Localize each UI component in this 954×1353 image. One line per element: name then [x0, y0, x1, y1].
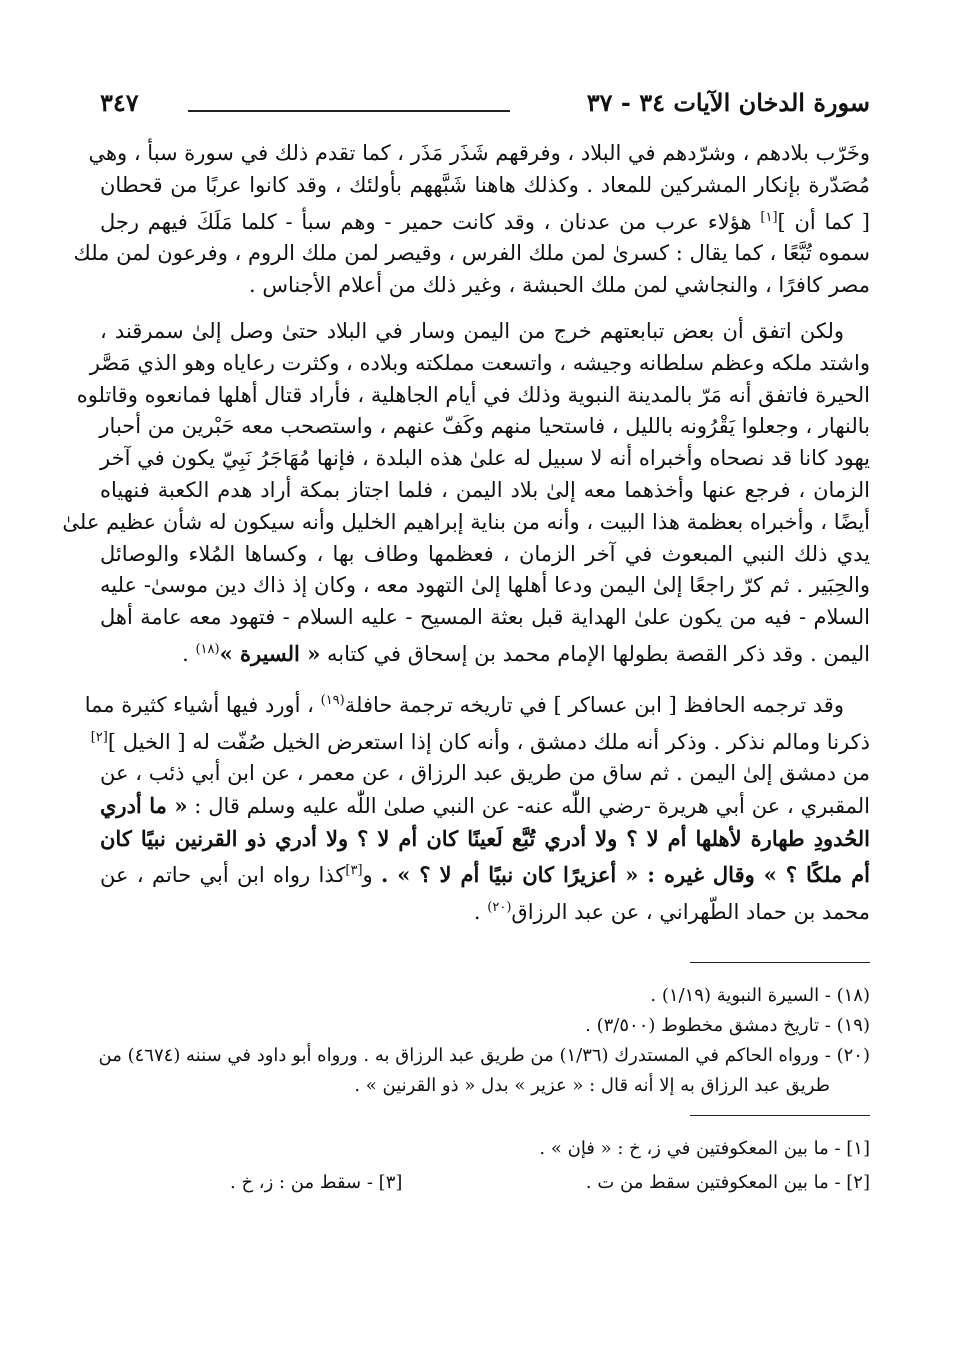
editor-note-ref: [٢] [90, 729, 108, 745]
footnote: طريق عبد الرزاق به إلا أنه قال : « عزير » بدل « ذو القرنين » . [354, 1075, 830, 1097]
editor-notes-separator [690, 1115, 870, 1116]
text-line: ذكرنا ومالم نذكر . وذكر أنه ملك دمشق ، وأنه كان إذا استعرض الخيل صُفّت له [ الخيل ][٢] [90, 729, 870, 754]
running-title: سورة الدخان الآيات ٣٤ - ٣٧ [586, 88, 870, 117]
footnote: (٢٠) - ورواه الحاكم في المستدرك (١/٣٦) من طريق عبد الرزاق به . ورواه أبو داود في سننه (٤٦٧٤) من [98, 1045, 870, 1067]
editor-note-row [100, 1166, 870, 1200]
text-line: من دمشق إلىٰ اليمن . ثم ساق من طريق عبد الرزاق ، عن معمر ، عن ابن أبي ذئب ، عن [100, 761, 870, 786]
page-header [100, 88, 870, 128]
text-line: أم ملكًا ؟ » وقال غيره : « أعزيرًا كان نبيًا أم لا ؟ » . و[٣]كذا رواه ابن أبي حاتم ، عن [100, 861, 870, 887]
text-line: واشتد ملكه وعظم سلطانه وجيشه ، واتسعت مملكته وبلاده ، وكثرت رعاياه وهو الذي مَصَّر [89, 350, 870, 375]
editor-note: [٢] - ما بين المعكوفتين سقط من ت . [585, 1172, 870, 1194]
footnotes [100, 981, 870, 1101]
text-line: وخَرّب بلادهم ، وشرّدهم في البلاد ، وفرقهم شَذَر مَذَر ، كما تقدم ذلك في سورة سبأ ، وهي [88, 141, 870, 165]
footnote-ref: (١٨) [195, 641, 220, 657]
text-line: مصر كافرًا ، والنجاشي لمن ملك الحبشة ، وغير ذلك من أعلام الأجناس . [248, 273, 870, 298]
book-page [62, 88, 870, 1200]
text-line: يهود كانا قد نصحاه وأخبراه أنه لا سبيل له علىٰ هذه البلدة ، فإنها مُهَاجَرُ نَبِيّ يكون في آخر [100, 446, 870, 471]
footnote: (١٩) - تاريخ دمشق مخطوط (٣/٥٠٠) . [585, 1015, 870, 1037]
editor-note: [٣] - سقط من : ز، خ . [230, 1172, 403, 1194]
editor-note-ref: [١] [760, 209, 778, 225]
footnote: (١٨) - السيرة النبوية (١/١٩) . [650, 985, 870, 1007]
text-line: يدي ذلك النبي المبعوث في آخر الزمان ، فعظمها وطاف بها ، وكساها المُلاء والوصائل [100, 541, 870, 566]
editor-note-ref: [٣] [345, 862, 363, 878]
paragraph-1 [73, 138, 870, 302]
hadith-quote: الحُدودِ طهارة لأهلها أم لا ؟ ولا أدري تُبَّع لَعينًا كان أم لا ؟ ولا أدري ذو القرنين نبيًا كان [100, 825, 870, 851]
text-line: والحِبَير . ثم كرّ راجعًا إلىٰ اليمن ودعا أهلها إلىٰ التهود معه ، وكان إذ ذاك دين موسىٰ- عليه [100, 573, 870, 598]
hadith-quote: « ما أدري [100, 793, 188, 819]
footnote-ref: (٢٠) [487, 899, 512, 915]
text-line: [ كما أن ][١] هؤلاء عرب من عدنان ، وقد كانت حمير - وهم سبأ - كلما مَلَكَ فيهم رجل [100, 209, 870, 234]
hadith-quote: أم ملكًا ؟ » وقال غيره : « أعزيرًا كان نبيًا أم لا ؟ » . [381, 861, 870, 887]
page-number: ٣٤٧ [100, 88, 139, 117]
text-line: السلام - فيه من يكون علىٰ الهداية قبل بعثة المسيح - عليه السلام - فتهود معه عامة أهل [100, 605, 870, 630]
footnote-ref: (١٩) [320, 692, 345, 708]
text-line: ولكن اتفق أن بعض تبابعتهم خرج من اليمن وسار في البلاد حتىٰ وصل إلىٰ سمرقند ، [100, 318, 844, 343]
text-line: وقد ترجمه الحافظ [ ابن عساكر ] في تاريخه ترجمة حافلة$^{(١٩)}$ ، أورد فيها أشياء كثيرة مما [84, 692, 844, 717]
book-title: « السيرة » [219, 640, 321, 666]
text-line: بالنهار ، وجعلوا يَقْرُونه بالليل ، فاستحيا منهم وكَفّ عنهم ، واستصحب معه حَبْرين من أحبار [99, 414, 870, 439]
editor-notes [100, 1132, 870, 1200]
text-line: مُصَدّرة بإنكار المشركين للمعاد . وكذلك هاهنا شَبَّههم بأولئك ، وقد كانوا عربًا من قحطان [100, 172, 870, 197]
text-line: الزمان ، فرجع عنها وأخذهما معه إلىٰ بلاد اليمن ، فلما اجتاز بمكة أراد هدم الكعبة فنهياه [100, 477, 870, 502]
paragraph-3 [84, 685, 870, 929]
main-text [62, 138, 870, 928]
text-line: اليمن . وقد ذكر القصة بطولها الإمام محمد بن إسحاق في كتابه « السيرة »$^{(١٨)}$ . [182, 640, 870, 666]
text-line: محمد بن حماد الطّهراني ، عن عبد الرزاق$^{(٢٠)}$ . [473, 899, 870, 924]
text-line: الحيرة فاتفق أنه مَرّ بالمدينة النبوية وذلك في أيام الجاهلية ، فأراد قتال أهلها فمانعوه وقاتلوه [76, 382, 870, 407]
footnote-separator [690, 962, 870, 963]
header-rule [188, 110, 510, 112]
editor-note-row [100, 1132, 870, 1166]
editor-note: [١] - ما بين المعكوفتين في ز، خ : « فإن » . [539, 1138, 870, 1160]
paragraph-2 [62, 316, 870, 671]
text-line: سموه تُبَّعًا ، كما يقال : كسرىٰ لمن ملك الفرس ، وقيصر لمن ملك الروم ، وفرعون لمن ملك [73, 241, 870, 266]
text-line: أيضًا ، وأخبراه بعظمة هذا البيت ، وأنه من بناية إبراهيم الخليل وأنه سيكون له شأن عظيم علىٰ [62, 509, 870, 534]
text-line: المقبري ، عن أبي هريرة -رضي اللّٰه عنه- عن النبي صلىٰ اللّٰه عليه وسلم قال : « ما أدري [100, 793, 870, 819]
